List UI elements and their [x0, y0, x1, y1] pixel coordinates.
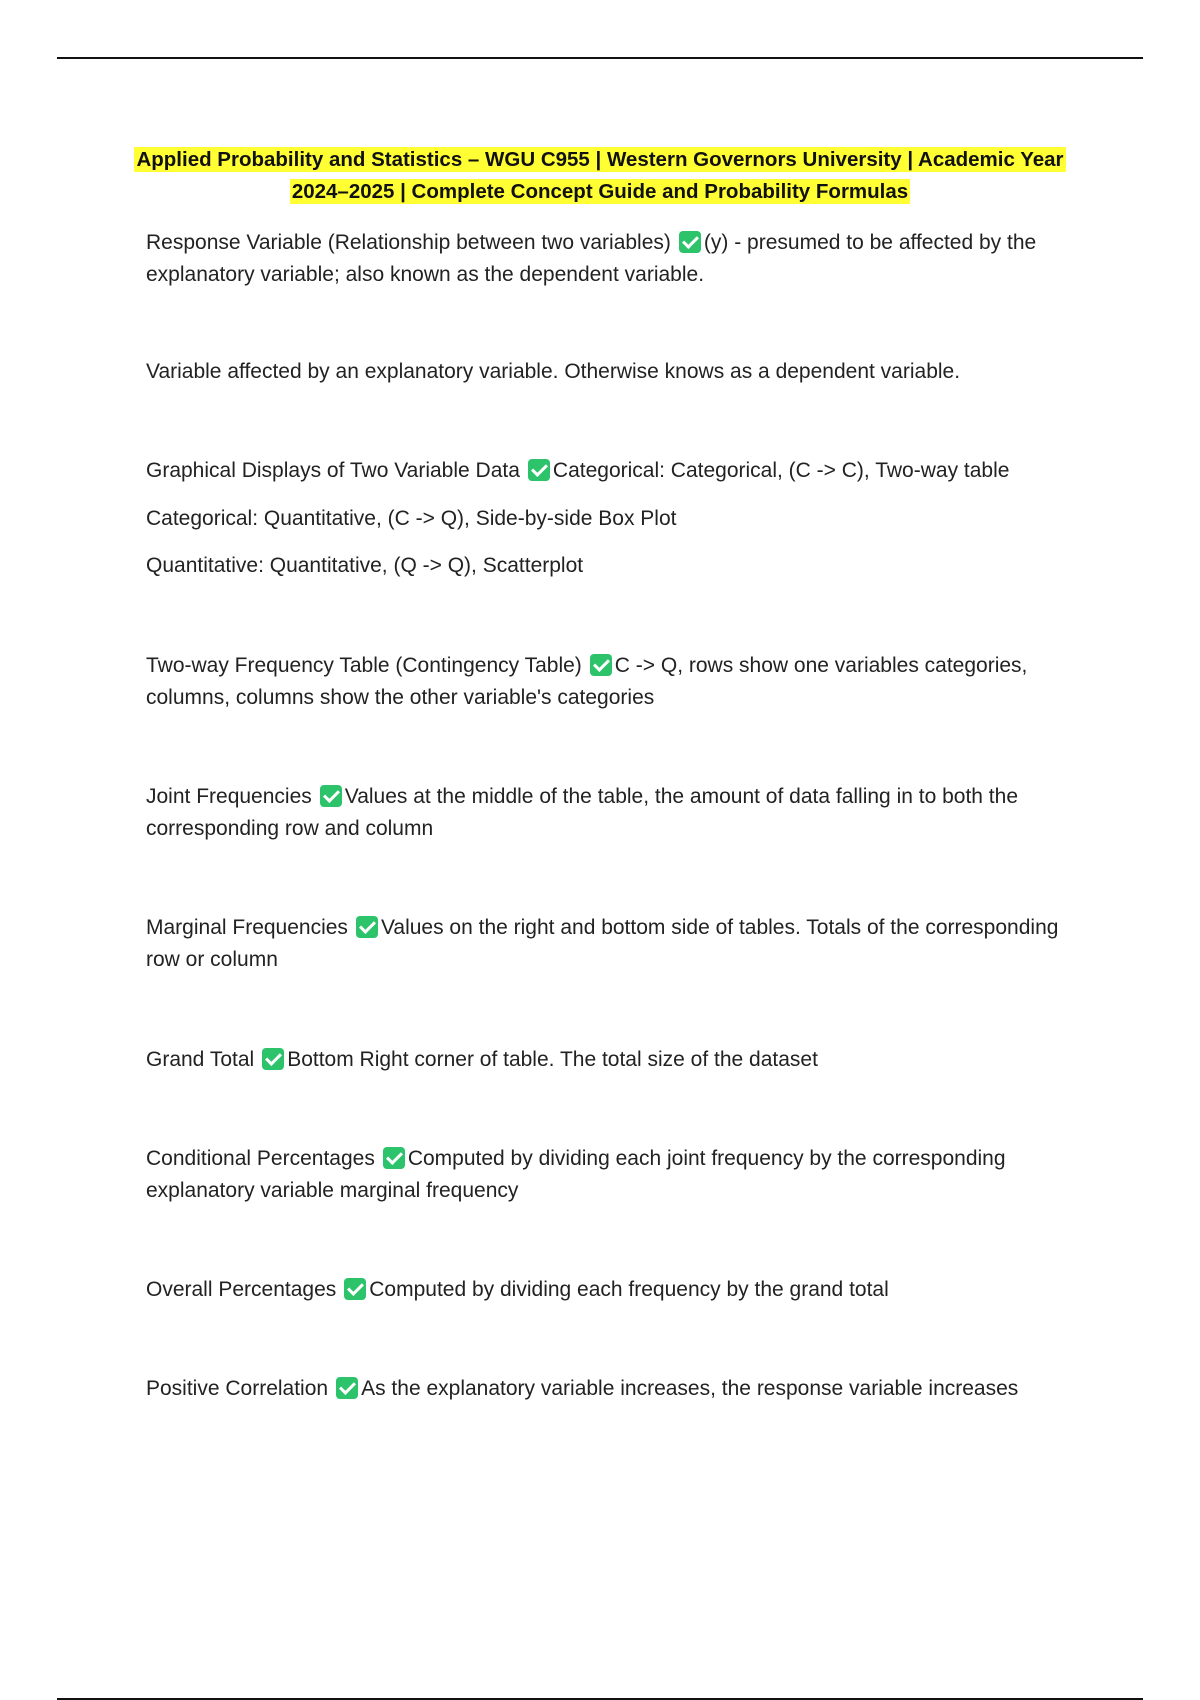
entry-definition: Categorical: Categorical, (C -> C), Two-way table [552, 459, 1010, 482]
entry-two-way-frequency-table [146, 650, 1096, 714]
entry-overall-percentages [146, 1274, 1096, 1306]
entry-response-variable [146, 227, 1096, 291]
check-square-icon [336, 1377, 358, 1399]
document-title [110, 144, 1090, 208]
entry-definition: (y) - presumed to be affected by the explanatory variable; also known as the dependent variable. [146, 231, 1037, 286]
entry-term: Response Variable (Relationship between two variables) [146, 231, 671, 254]
entry-definition: Values on the right and bottom side of tables. Totals of the corresponding row or column [146, 916, 1059, 971]
entry-joint-frequencies [146, 781, 1096, 845]
entry-term: Positive Correlation [146, 1377, 329, 1400]
entry-marginal-frequencies [146, 912, 1096, 976]
entry-quantitative-quantitative [146, 550, 1096, 582]
check-square-icon [383, 1147, 405, 1169]
entry-term: Graphical Displays of Two Variable Data [146, 459, 520, 482]
top-rule [57, 57, 1143, 59]
check-square-icon [590, 654, 612, 676]
entry-term: Joint Frequencies [146, 785, 312, 808]
check-square-icon [262, 1048, 284, 1070]
entry-definition: Bottom Right corner of table. The total size of the dataset [287, 1048, 818, 1071]
entry-variable-affected [146, 356, 1096, 388]
entry-text: Quantitative: Quantitative, (Q -> Q), Scatterplot [146, 554, 584, 577]
entry-definition: C -> Q, rows show one variables categories, columns, columns show the other variable's categories [146, 654, 1028, 709]
check-square-icon [679, 231, 701, 253]
entry-conditional-percentages [146, 1143, 1096, 1207]
title-highlight: Applied Probability and Statistics – WGU C955 | Western Governors University | Academic Year 2024–2025 | Complete Concept Guide and Probability Formulas [136, 148, 1064, 203]
entry-grand-total [146, 1044, 1096, 1076]
entry-term: Two-way Frequency Table (Contingency Table) [146, 654, 582, 677]
check-square-icon [528, 459, 550, 481]
entry-definition: Computed by dividing each frequency by the grand total [369, 1278, 889, 1301]
check-square-icon [344, 1278, 366, 1300]
entry-definition: Computed by dividing each joint frequency by the corresponding explanatory variable marginal frequency [146, 1147, 1006, 1202]
entry-text: Variable affected by an explanatory variable. Otherwise knows as a dependent variable. [146, 360, 961, 383]
check-square-icon [320, 785, 342, 807]
entry-positive-correlation [146, 1373, 1096, 1405]
entry-definition: Values at the middle of the table, the amount of data falling in to both the corresponding row and column [146, 785, 1018, 840]
entry-categorical-quantitative [146, 503, 1096, 535]
entry-graphical-displays [146, 455, 1096, 487]
entry-definition: As the explanatory variable increases, the response variable increases [361, 1377, 1019, 1400]
check-square-icon [356, 916, 378, 938]
entry-term: Overall Percentages [146, 1278, 337, 1301]
entry-term: Marginal Frequencies [146, 916, 348, 939]
entry-term: Conditional Percentages [146, 1147, 375, 1170]
entry-text: Categorical: Quantitative, (C -> Q), Side-by-side Box Plot [146, 507, 677, 530]
entry-term: Grand Total [146, 1048, 255, 1071]
